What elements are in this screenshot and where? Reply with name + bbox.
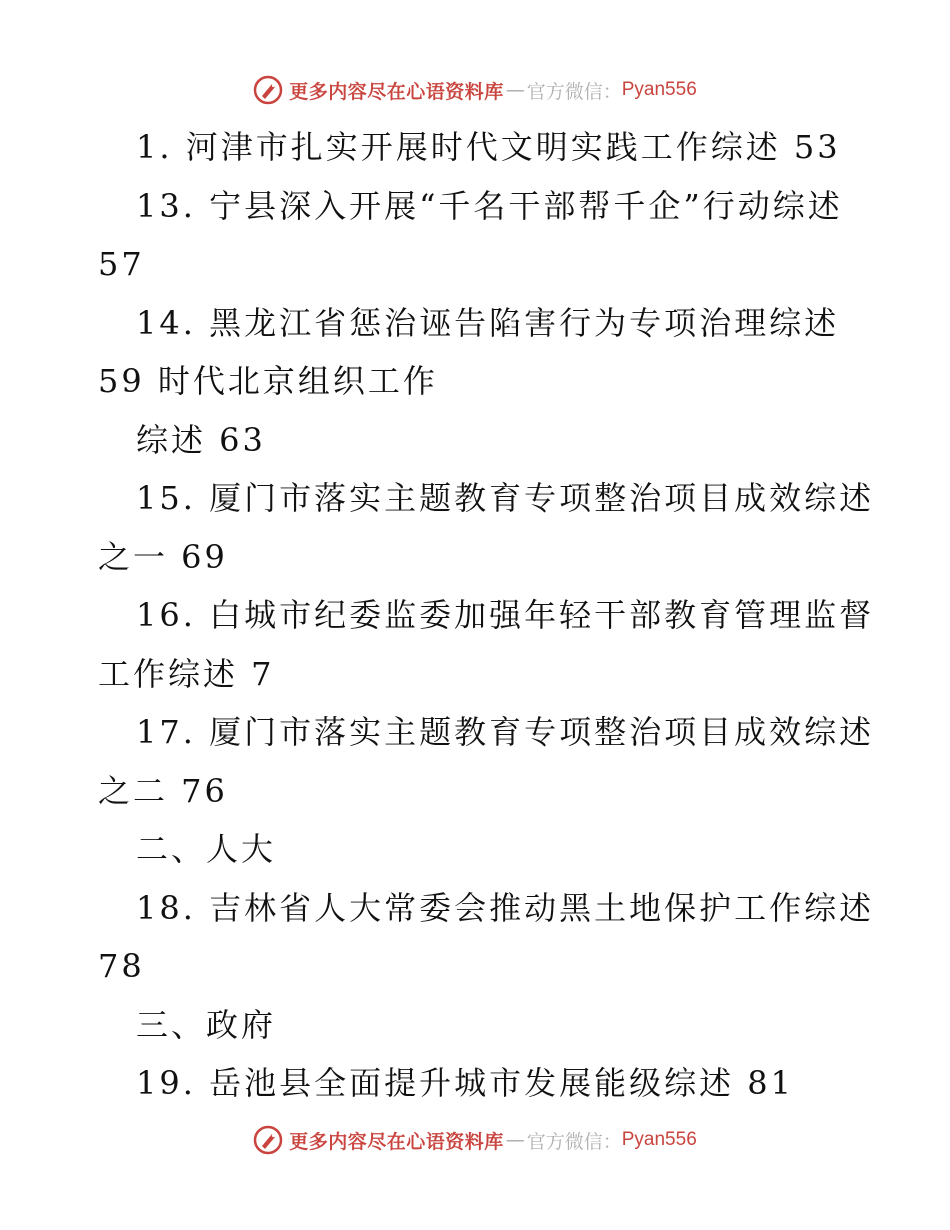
watermark-separator: —: [505, 1129, 525, 1151]
watermark-wechat-id: Pyan556: [621, 1129, 697, 1150]
watermark-wechat-label: 官方微信：: [526, 1130, 622, 1153]
watermark-brand: 更多内容尽在心语资料库: [289, 1130, 504, 1153]
text-line: 19. 岳池县全面提升城市发展能级综述 81: [136, 1064, 794, 1102]
text-line: 17. 厦门市落实主题教育专项整治项目成效综述: [136, 713, 875, 751]
section-heading: 二、人大: [136, 830, 277, 868]
pen-logo-icon: [253, 75, 283, 105]
header-watermark: [0, 72, 950, 108]
text-line: 综述 63: [136, 420, 266, 459]
text-line: 14. 黑龙江省惩治诬告陷害行为专项治理综述: [136, 303, 840, 342]
text-line: 59 时代北京组织工作: [98, 362, 438, 400]
pen-logo-icon: [253, 1125, 283, 1155]
watermark-separator: —: [505, 79, 525, 101]
text-line: 18. 吉林省人大常委会推动黑土地保护工作综述: [136, 888, 875, 927]
text-line: 工作综述 7: [98, 654, 275, 693]
watermark-wechat-id: Pyan556: [621, 79, 697, 100]
footer-watermark: [0, 1122, 950, 1158]
document-body: [98, 118, 875, 1113]
text-line: 15. 厦门市落实主题教育专项整治项目成效综述: [136, 479, 875, 517]
watermark-wechat-label: 官方微信：: [526, 80, 622, 103]
section-heading: 三、政府: [136, 1005, 277, 1044]
text-line: 57: [98, 245, 145, 283]
watermark-brand: 更多内容尽在心语资料库: [289, 80, 504, 103]
text-line: 之一 69: [98, 537, 228, 576]
text-line: 78: [98, 947, 145, 985]
text-line: 之二 76: [98, 771, 228, 810]
text-line: 16. 白城市纪委监委加强年轻干部教育管理监督: [136, 596, 875, 634]
text-line: 1. 河津市扎实开展时代文明实践工作综述 53: [136, 128, 841, 166]
text-line: 13. 宁县深入开展“千名干部帮千企”行动综述: [136, 186, 843, 225]
